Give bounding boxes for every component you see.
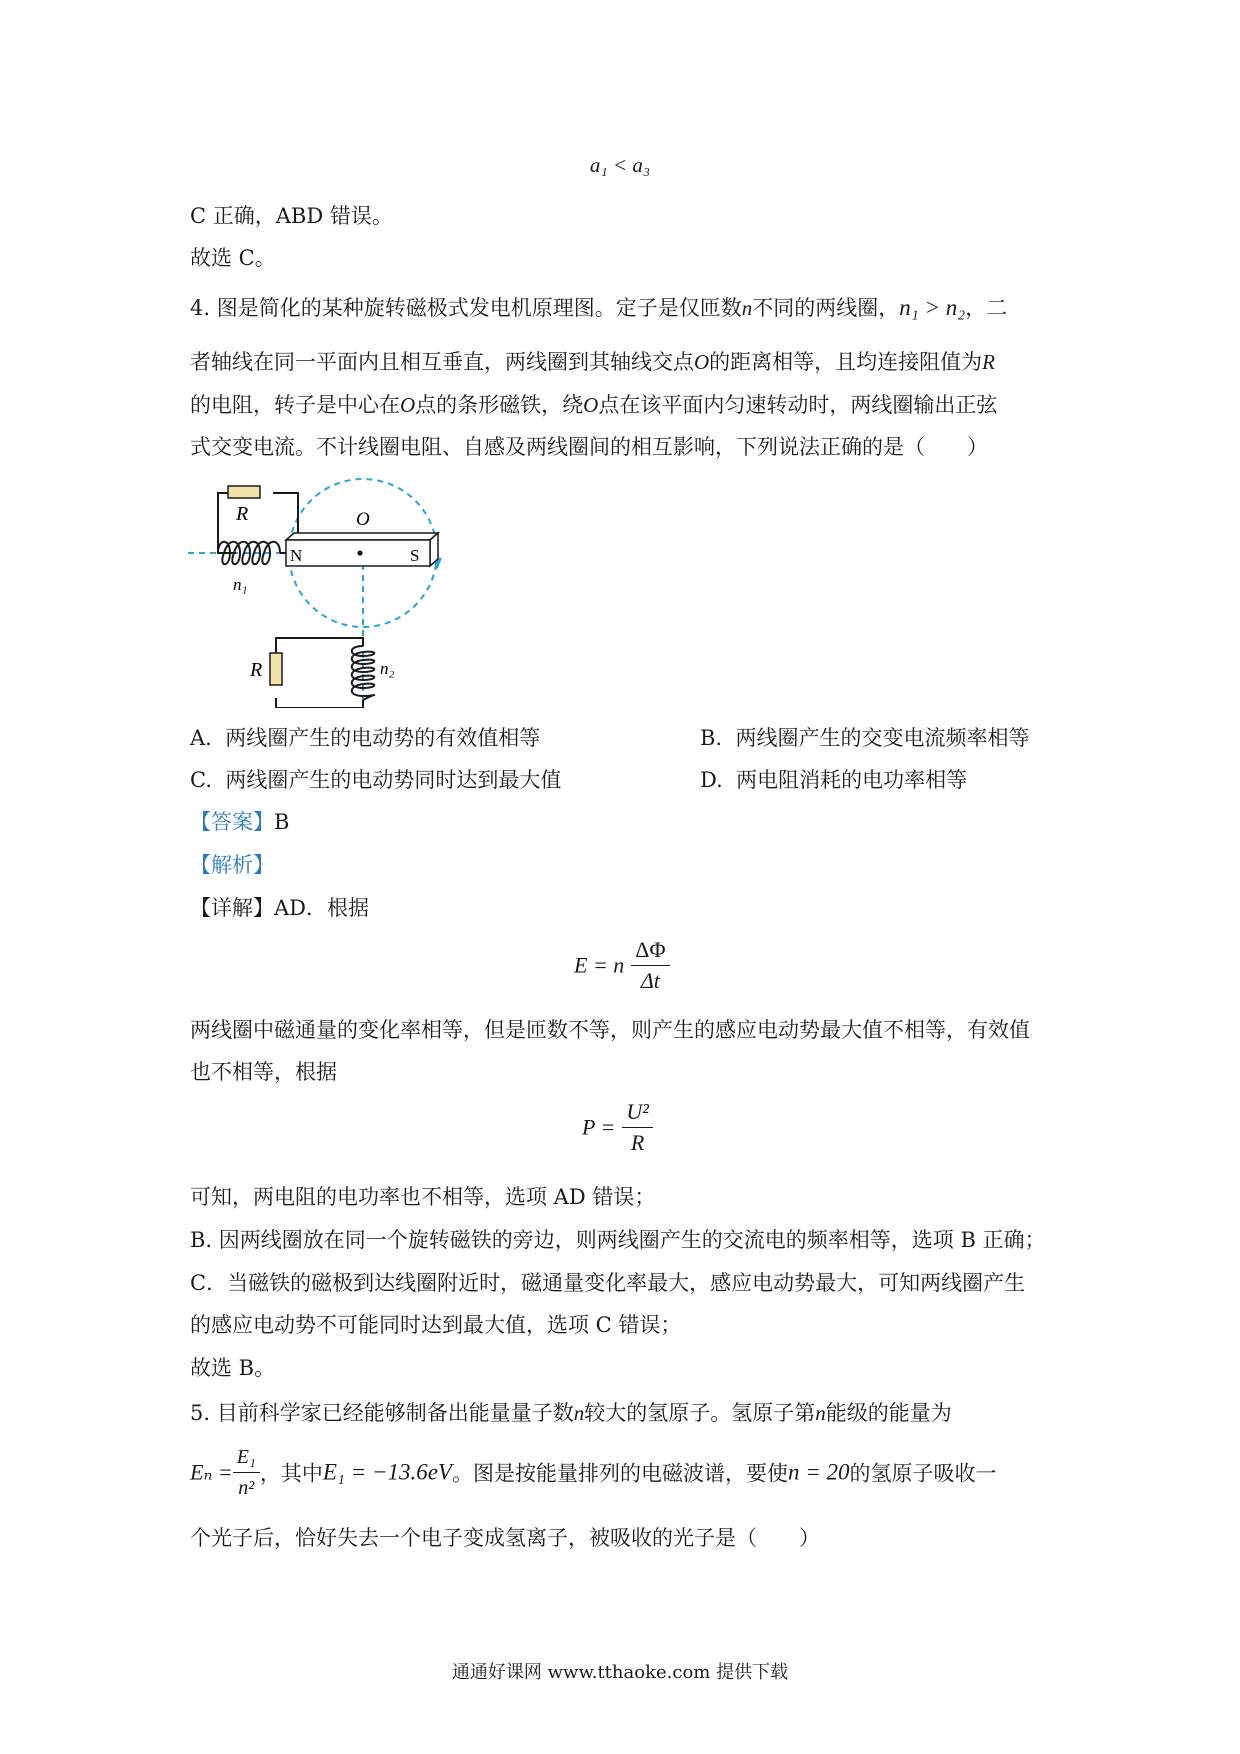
top-resistor bbox=[228, 486, 260, 498]
label-s-pole: S bbox=[410, 546, 420, 565]
label-r-bottom: R bbox=[250, 659, 263, 681]
detail-line5: C．当磁铁的磁极到达线圈附近时，磁通量变化率最大，感应电动势最大，可知两线圈产生 bbox=[190, 1271, 1026, 1295]
q5-stem-line2: Eₙ = $\frac{\text{E₁}}{\text{n²}}$ ，其中E₁ = −13.6eV。图是按能量排列的电磁波谱，要使n = 20的氢原子吸收一 bbox=[190, 1442, 997, 1503]
formula-emf: E = n $\frac{\Delta\Phi}{\Delta t}$ bbox=[574, 935, 670, 996]
bottom-circuit-wire bbox=[276, 638, 363, 708]
magnet-top-face bbox=[286, 533, 438, 540]
analysis-tag: 【解析】 bbox=[190, 853, 274, 877]
option-b: B. 两线圈产生的交变电流频率相等 bbox=[700, 726, 1030, 750]
detail-line6: 的感应电动势不可能同时达到最大值，选项 C 错误； bbox=[190, 1313, 682, 1337]
option-c: C. 两线圈产生的电动势同时达到最大值 bbox=[190, 768, 562, 792]
prev-answer-line2: 故选 C。 bbox=[190, 246, 276, 270]
answer-line bbox=[190, 807, 289, 837]
label-r-top: R bbox=[236, 503, 249, 525]
q5-stem-line3: 个光子后，恰好失去一个电子变成氢离子，被吸收的光子是（ ） bbox=[190, 1526, 820, 1550]
footer: 通通好课网 www.tthaoke.com 提供下载 bbox=[451, 1662, 789, 1683]
formula-power: P = $\frac{\text{U²}}{R}$ bbox=[582, 1097, 653, 1158]
generator-diagram bbox=[188, 478, 448, 708]
option-a: A. 两线圈产生的电动势的有效值相等 bbox=[190, 726, 541, 750]
q5-stem-line1: 5. 目前科学家已经能够制备出能量量子数n较大的氢原子。氢原子第n能级的能量为 bbox=[190, 1401, 952, 1425]
answer-value: B bbox=[274, 810, 290, 834]
detail-line4: B. 因两线圈放在同一个旋转磁铁的旁边，则两线圈产生的交流电的频率相等，选项 B 正确； bbox=[190, 1228, 1046, 1252]
bottom-resistor bbox=[270, 653, 282, 685]
detail-line2: 也不相等，根据 bbox=[190, 1060, 337, 1084]
q4-stem-line3: 的电阻，转子是中心在O点的条形磁铁，绕O点在该平面内匀速转动时，两线圈输出正弦 bbox=[190, 393, 998, 417]
detail-line3: 可知，两电阻的电功率也不相等，选项 AD 错误； bbox=[190, 1185, 656, 1209]
label-n-pole: N bbox=[290, 546, 303, 565]
answer-tag: 【答案】 bbox=[190, 810, 274, 834]
option-d: D. 两电阻消耗的电功率相等 bbox=[700, 768, 968, 792]
detail-line7: 故选 B。 bbox=[190, 1356, 276, 1380]
q4-stem-line4: 式交变电流。不计线圈电阻、自感及两线圈间的相互影响，下列说法正确的是（ ） bbox=[190, 435, 988, 459]
magnet-center-dot bbox=[357, 550, 362, 555]
q4-stem-line1: 4. 图是简化的某种旋转磁极式发电机原理图。定子是仅匝数n不同的两线圈，n₁ > n₂，二 bbox=[190, 295, 1008, 320]
formula-a1-lt-a3: a₁ < a₃ bbox=[589, 153, 651, 177]
detail-line1: 两线圈中磁通量的变化率相等，但是匝数不等，则产生的感应电动势最大值不相等，有效值 bbox=[190, 1018, 1030, 1042]
q4-stem-line2: 者轴线在同一平面内且相互垂直，两线圈到其轴线交点O的距离相等，且均连接阻值为R bbox=[190, 350, 995, 374]
prev-answer-line1: C 正确，ABD 错误。 bbox=[190, 204, 393, 228]
label-o: O bbox=[356, 509, 370, 530]
label-n1: n₁ bbox=[233, 575, 248, 594]
detail-intro-line: 【详解】AD．根据 bbox=[190, 896, 370, 920]
label-n2: n₂ bbox=[380, 659, 395, 678]
